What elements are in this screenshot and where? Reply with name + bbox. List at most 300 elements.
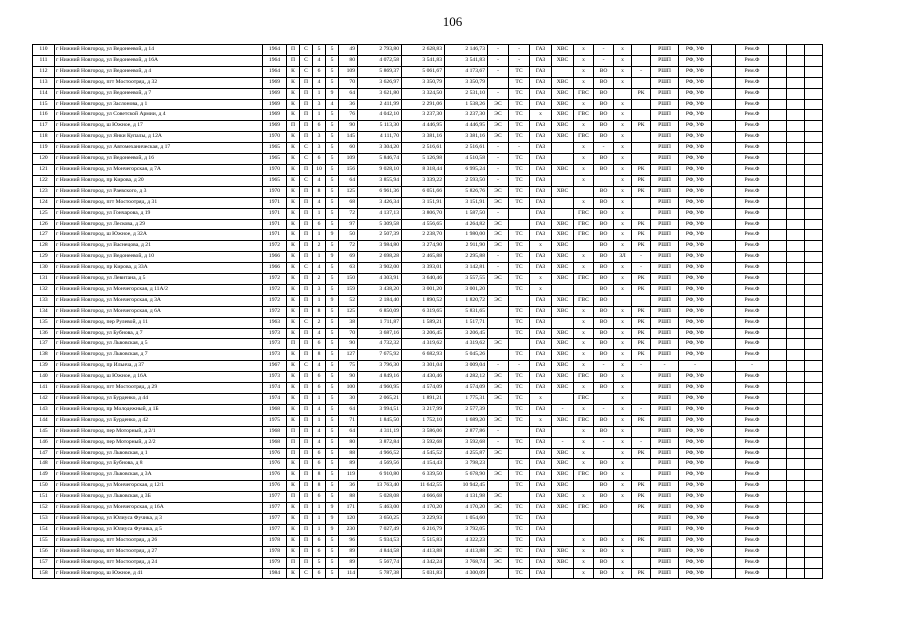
table-row xyxy=(33,535,823,546)
cell-year-built: 1974 xyxy=(263,394,287,405)
cell-roof: РШП xyxy=(651,524,679,535)
cell-facade: РФ, УФ xyxy=(679,470,712,481)
cell-empty xyxy=(769,535,787,546)
cell-address: г Нижний Новгород, ул Бубнова, д 7 xyxy=(55,328,263,339)
cell-wall-type: С xyxy=(300,568,313,579)
cell-garbage-chute xyxy=(614,88,632,99)
cell-wall-material: К xyxy=(287,306,300,317)
cell-apartments: 36 xyxy=(339,99,358,110)
cell-empty xyxy=(787,383,805,394)
cell-extra xyxy=(712,524,736,535)
cell-electric: ЭС xyxy=(488,219,509,230)
cell-living-area: 6 319,65 xyxy=(402,306,445,317)
cell-heating xyxy=(509,219,530,230)
cell-repair-fund: Рем.Ф xyxy=(736,492,769,503)
cell-address: г Нижний Новгород, пгт Мостоотряд, д 26 xyxy=(55,535,263,546)
cell-repair-fund: Рем.Ф xyxy=(736,219,769,230)
cell-entrances: 6 xyxy=(313,568,326,579)
cell-roof: РШП xyxy=(651,448,679,459)
cell-year-built: 1970 xyxy=(263,186,287,197)
cell-extra xyxy=(712,186,736,197)
cell-electric: ЭС xyxy=(488,503,509,514)
cell-facade: - xyxy=(679,361,712,372)
cell-facade: РФ, УФ xyxy=(679,339,712,350)
cell-electric: ЭС xyxy=(488,99,509,110)
cell-wall-material: К xyxy=(287,208,300,219)
cell-total-area: 4 960,95 xyxy=(358,383,402,394)
cell-row-number: 114 xyxy=(33,88,55,99)
cell-repair-fund: Рем.Ф xyxy=(736,121,769,132)
cell-private-area: 4 264,82 xyxy=(445,219,488,230)
cell-repair-fund: Рем.Ф xyxy=(736,263,769,274)
cell-empty xyxy=(805,208,823,219)
cell-year-built: 1968 xyxy=(263,426,287,437)
cell-empty xyxy=(787,230,805,241)
cell-entrances: 2 xyxy=(313,241,326,252)
cell-apartments: 90 xyxy=(339,121,358,132)
cell-year-built: 1977 xyxy=(263,492,287,503)
cell-gas: ГАЗ xyxy=(530,524,552,535)
cell-sewerage: ВО xyxy=(594,546,614,557)
cell-private-area: 2 877,86 xyxy=(445,426,488,437)
cell-roof: РШП xyxy=(651,197,679,208)
cell-empty xyxy=(769,448,787,459)
cell-apartments: 89 xyxy=(339,546,358,557)
cell-cold-water: ХВС xyxy=(552,252,574,263)
cell-heating: ТС xyxy=(509,459,530,470)
cell-gas: ГАЗ xyxy=(530,88,552,99)
table-row xyxy=(33,372,823,383)
cell-empty xyxy=(805,535,823,546)
cell-row-number: 129 xyxy=(33,252,55,263)
cell-heating: - xyxy=(509,361,530,372)
cell-empty xyxy=(769,99,787,110)
cell-total-area: 3 426,34 xyxy=(358,197,402,208)
cell-private-area: 1 820,72 xyxy=(445,295,488,306)
cell-lift xyxy=(632,55,651,66)
cell-gas: ГАЗ xyxy=(530,252,552,263)
cell-total-area: 4 732,32 xyxy=(358,339,402,350)
cell-sewerage: ВО xyxy=(594,295,614,306)
cell-entrances: 4 xyxy=(313,328,326,339)
cell-sewerage: ВО xyxy=(594,503,614,514)
cell-wall-type: П xyxy=(300,110,313,121)
table-row xyxy=(33,175,823,186)
table-row xyxy=(33,361,823,372)
cell-apartments: 72 xyxy=(339,241,358,252)
cell-floors: 5 xyxy=(326,361,339,372)
cell-gas: ГАЗ xyxy=(530,503,552,514)
cell-electric xyxy=(488,77,509,88)
cell-repair-fund: Рем.Ф xyxy=(736,437,769,448)
cell-lift: РК xyxy=(632,306,651,317)
cell-private-area: 5 678,90 xyxy=(445,470,488,481)
cell-empty xyxy=(787,492,805,503)
cell-row-number: 143 xyxy=(33,404,55,415)
cell-electric: - xyxy=(488,55,509,66)
cell-empty xyxy=(769,219,787,230)
cell-entrances: 8 xyxy=(313,470,326,481)
table-row xyxy=(33,448,823,459)
cell-apartments: 38 xyxy=(339,317,358,328)
cell-extra xyxy=(712,415,736,426)
cell-total-area: 4 849,16 xyxy=(358,372,402,383)
cell-cold-water: ХВС xyxy=(552,306,574,317)
cell-entrances: 3 xyxy=(313,99,326,110)
cell-garbage-chute: х xyxy=(614,328,632,339)
cell-sewerage: - xyxy=(594,361,614,372)
cell-extra xyxy=(712,295,736,306)
cell-roof: РШП xyxy=(651,274,679,285)
cell-wall-material: К xyxy=(287,459,300,470)
table-row xyxy=(33,524,823,535)
cell-gas: ГАЗ xyxy=(530,426,552,437)
cell-empty xyxy=(769,230,787,241)
cell-garbage-chute: х xyxy=(614,492,632,503)
cell-heating: ТС xyxy=(509,383,530,394)
cell-cold-water: ХВС xyxy=(552,481,574,492)
cell-electric: ЭС xyxy=(488,110,509,121)
cell-garbage-chute: х xyxy=(614,208,632,219)
cell-apartments: 159 xyxy=(339,284,358,295)
cell-address: г Нижний Новгород, ул Мончегорская, д 7А xyxy=(55,164,263,175)
cell-repair-fund: Рем.Ф xyxy=(736,306,769,317)
cell-address: г Нижний Новгород, ул Мончегорская, д 3А xyxy=(55,295,263,306)
cell-repair-fund: Рем.Ф xyxy=(736,110,769,121)
cell-gas: ГАЗ xyxy=(530,154,552,165)
table-row xyxy=(33,481,823,492)
cell-hot-water: ГВС xyxy=(574,503,594,514)
cell-total-area: 4 072,58 xyxy=(358,55,402,66)
cell-hot-water xyxy=(574,481,594,492)
cell-empty xyxy=(805,132,823,143)
cell-address: г Нижний Новгород, ул Львовская, д 7 xyxy=(55,350,263,361)
cell-wall-material: К xyxy=(287,328,300,339)
cell-gas: ГАЗ xyxy=(530,263,552,274)
cell-empty xyxy=(805,110,823,121)
cell-entrances: 6 xyxy=(313,121,326,132)
cell-facade: РФ, УФ xyxy=(679,394,712,405)
cell-roof: РШП xyxy=(651,306,679,317)
cell-living-area: 11 642,55 xyxy=(402,481,445,492)
cell-total-area: 6 850,09 xyxy=(358,306,402,317)
cell-cold-water: ХВС xyxy=(552,470,574,481)
cell-roof: РШП xyxy=(651,99,679,110)
cell-wall-material: К xyxy=(287,175,300,186)
cell-roof: РШП xyxy=(651,535,679,546)
cell-row-number: 116 xyxy=(33,110,55,121)
cell-hot-water: х xyxy=(574,197,594,208)
cell-electric: ЭС xyxy=(488,241,509,252)
cell-repair-fund: Рем.Ф xyxy=(736,372,769,383)
cell-roof: РШП xyxy=(651,513,679,524)
cell-empty xyxy=(769,557,787,568)
cell-roof: РШП xyxy=(651,481,679,492)
cell-cold-water: ХВС xyxy=(552,274,574,285)
cell-apartments: 90 xyxy=(339,339,358,350)
cell-wall-material: К xyxy=(287,404,300,415)
cell-wall-type: П xyxy=(300,132,313,143)
cell-empty xyxy=(769,252,787,263)
cell-wall-material: К xyxy=(287,77,300,88)
page-number: 106 xyxy=(442,14,463,29)
cell-electric: ЭС xyxy=(488,132,509,143)
cell-wall-material: К xyxy=(287,503,300,514)
cell-empty xyxy=(787,361,805,372)
cell-repair-fund: Рем.Ф xyxy=(736,186,769,197)
cell-empty xyxy=(769,415,787,426)
cell-apartments: 64 xyxy=(339,88,358,99)
table-row xyxy=(33,470,823,481)
cell-sewerage: ВО xyxy=(594,121,614,132)
cell-empty xyxy=(787,66,805,77)
cell-row-number: 147 xyxy=(33,448,55,459)
cell-cold-water xyxy=(552,394,574,405)
cell-lift xyxy=(632,513,651,524)
cell-apartments: 88 xyxy=(339,448,358,459)
cell-garbage-chute: х xyxy=(614,568,632,579)
cell-lift xyxy=(632,132,651,143)
table-body xyxy=(33,45,823,579)
cell-gas: ГАЗ xyxy=(530,132,552,143)
cell-address: г Нижний Новгород, пр Молодежный, д 1Б xyxy=(55,404,263,415)
cell-garbage-chute: х xyxy=(614,143,632,154)
cell-repair-fund: Рем.Ф xyxy=(736,241,769,252)
cell-repair-fund: Рем.Ф xyxy=(736,394,769,405)
cell-private-area: 1 689,20 xyxy=(445,415,488,426)
cell-electric: - xyxy=(488,263,509,274)
cell-private-area: 6 995,24 xyxy=(445,164,488,175)
cell-apartments: 70 xyxy=(339,77,358,88)
cell-electric: - xyxy=(488,175,509,186)
cell-garbage-chute: х xyxy=(614,383,632,394)
cell-garbage-chute: х xyxy=(614,110,632,121)
cell-roof: РШП xyxy=(651,66,679,77)
cell-address: г Нижний Новгород, ул Мончегорская, д 6А xyxy=(55,306,263,317)
cell-total-area: 3 621,80 xyxy=(358,88,402,99)
cell-sewerage: - xyxy=(594,55,614,66)
cell-facade: РФ, УФ xyxy=(679,350,712,361)
cell-address: г Нижний Новгород, пгт Мостоотряд, д 31 xyxy=(55,197,263,208)
cell-repair-fund: Рем.Ф xyxy=(736,426,769,437)
cell-lift xyxy=(632,99,651,110)
cell-wall-type: П xyxy=(300,99,313,110)
cell-cold-water: ХВС xyxy=(552,99,574,110)
cell-wall-type: П xyxy=(300,546,313,557)
cell-wall-type: П xyxy=(300,328,313,339)
cell-floors: 5 xyxy=(326,459,339,470)
cell-hot-water: х xyxy=(574,55,594,66)
cell-floors: 4 xyxy=(326,99,339,110)
cell-garbage-chute: х xyxy=(614,274,632,285)
cell-wall-type: П xyxy=(300,208,313,219)
cell-heating: ТС xyxy=(509,328,530,339)
cell-extra xyxy=(712,535,736,546)
cell-garbage-chute: х xyxy=(614,546,632,557)
cell-year-built: 1969 xyxy=(263,110,287,121)
cell-wall-material: П xyxy=(287,437,300,448)
cell-garbage-chute: х xyxy=(614,470,632,481)
cell-hot-water: х xyxy=(574,535,594,546)
cell-garbage-chute: х xyxy=(614,55,632,66)
cell-address: г Нижний Новгород, пр Кирова, д 33А xyxy=(55,263,263,274)
cell-gas: х xyxy=(530,415,552,426)
cell-roof: РШП xyxy=(651,219,679,230)
cell-lift: РК xyxy=(632,492,651,503)
cell-extra xyxy=(712,219,736,230)
cell-sewerage: ВО xyxy=(594,274,614,285)
cell-empty xyxy=(787,481,805,492)
cell-extra xyxy=(712,546,736,557)
cell-row-number: 122 xyxy=(33,175,55,186)
cell-entrances: 8 xyxy=(313,306,326,317)
cell-entrances: 10 xyxy=(313,164,326,175)
cell-facade: РФ, УФ xyxy=(679,383,712,394)
cell-roof: РШП xyxy=(651,503,679,514)
cell-repair-fund: Рем.Ф xyxy=(736,448,769,459)
cell-repair-fund: Рем.Ф xyxy=(736,513,769,524)
cell-entrances: 8 xyxy=(313,350,326,361)
cell-electric: ЭС xyxy=(488,197,509,208)
cell-empty xyxy=(787,55,805,66)
cell-sewerage: ВО xyxy=(594,426,614,437)
cell-hot-water: х xyxy=(574,437,594,448)
cell-empty xyxy=(769,372,787,383)
cell-heating xyxy=(509,448,530,459)
cell-gas: ГАЗ xyxy=(530,197,552,208)
cell-apartments: 71 xyxy=(339,415,358,426)
cell-roof: РШП xyxy=(651,557,679,568)
cell-facade: РФ, УФ xyxy=(679,295,712,306)
cell-wall-type: П xyxy=(300,492,313,503)
cell-facade: РФ, УФ xyxy=(679,328,712,339)
cell-private-area: 4 282,12 xyxy=(445,372,488,383)
cell-apartments: 156 xyxy=(339,164,358,175)
cell-empty xyxy=(769,394,787,405)
cell-gas: ГАЗ xyxy=(530,492,552,503)
cell-address: г Нижний Новгород, ул Ведонеевой, д 10 xyxy=(55,252,263,263)
cell-heating: ТС xyxy=(509,535,530,546)
cell-lift xyxy=(632,470,651,481)
cell-extra xyxy=(712,208,736,219)
cell-roof: РШП xyxy=(651,546,679,557)
cell-year-built: 1970 xyxy=(263,164,287,175)
cell-empty xyxy=(805,55,823,66)
cell-empty xyxy=(787,306,805,317)
cell-living-area: 4 446,95 xyxy=(402,121,445,132)
cell-total-area: 3 650,25 xyxy=(358,513,402,524)
cell-electric: - xyxy=(488,361,509,372)
cell-cold-water: ХВС xyxy=(552,77,574,88)
cell-entrances: 1 xyxy=(313,110,326,121)
cell-year-built: 1966 xyxy=(263,252,287,263)
cell-roof: РШП xyxy=(651,404,679,415)
cell-total-area: 4 311,19 xyxy=(358,426,402,437)
cell-total-area: 3 984,80 xyxy=(358,241,402,252)
cell-electric: ЭС xyxy=(488,492,509,503)
cell-electric xyxy=(488,284,509,295)
cell-sewerage: ВО xyxy=(594,66,614,77)
cell-wall-material: П xyxy=(287,557,300,568)
cell-cold-water: ХВС xyxy=(552,164,574,175)
cell-empty xyxy=(787,252,805,263)
cell-extra xyxy=(712,230,736,241)
cell-extra xyxy=(712,45,736,56)
cell-total-area: 4 111,70 xyxy=(358,132,402,143)
cell-apartments: 150 xyxy=(339,274,358,285)
cell-lift: РК xyxy=(632,481,651,492)
cell-heating: ТС xyxy=(509,164,530,175)
cell-cold-water: ХВС xyxy=(552,492,574,503)
table-row xyxy=(33,219,823,230)
cell-empty xyxy=(805,121,823,132)
cell-facade: РФ, УФ xyxy=(679,175,712,186)
cell-electric xyxy=(488,317,509,328)
cell-total-area: 5 028,08 xyxy=(358,492,402,503)
cell-lift: РК xyxy=(632,503,651,514)
cell-lift: РК xyxy=(632,241,651,252)
cell-extra xyxy=(712,394,736,405)
cell-row-number: 142 xyxy=(33,394,55,405)
cell-empty xyxy=(769,317,787,328)
cell-heating: ТС xyxy=(509,197,530,208)
cell-private-area: 1 517,71 xyxy=(445,317,488,328)
table-row xyxy=(33,568,823,579)
cell-cold-water xyxy=(552,154,574,165)
cell-extra xyxy=(712,263,736,274)
cell-gas: ГАЗ xyxy=(530,513,552,524)
cell-private-area: 1 775,31 xyxy=(445,394,488,405)
cell-private-area: 3 142,81 xyxy=(445,263,488,274)
cell-year-built: 1978 xyxy=(263,546,287,557)
cell-extra xyxy=(712,481,736,492)
cell-living-area: 3 237,30 xyxy=(402,110,445,121)
cell-total-area: 3 304,20 xyxy=(358,143,402,154)
cell-electric: ЭС xyxy=(488,339,509,350)
cell-total-area: 4 042,10 xyxy=(358,110,402,121)
cell-heating: ТС xyxy=(509,568,530,579)
cell-empty xyxy=(769,513,787,524)
cell-year-built: 1965 xyxy=(263,143,287,154)
cell-electric: - xyxy=(488,437,509,448)
cell-wall-material: К xyxy=(287,513,300,524)
cell-living-area: 3 350,79 xyxy=(402,77,445,88)
cell-empty xyxy=(769,568,787,579)
cell-empty xyxy=(787,503,805,514)
cell-roof: РШП xyxy=(651,77,679,88)
cell-heating: - xyxy=(509,143,530,154)
cell-cold-water: ХВС xyxy=(552,415,574,426)
cell-empty xyxy=(787,404,805,415)
cell-empty xyxy=(805,197,823,208)
cell-cold-water: ХВС xyxy=(552,186,574,197)
cell-heating: ТС xyxy=(509,88,530,99)
cell-entrances: 6 xyxy=(313,383,326,394)
cell-private-area: 3 792,05 xyxy=(445,524,488,535)
cell-living-area: 3 381,16 xyxy=(402,132,445,143)
cell-year-built: 1976 xyxy=(263,448,287,459)
cell-gas: ГАЗ xyxy=(530,481,552,492)
cell-cold-water xyxy=(552,284,574,295)
cell-wall-material: К xyxy=(287,481,300,492)
cell-year-built: 1971 xyxy=(263,219,287,230)
cell-facade: РФ, УФ xyxy=(679,241,712,252)
cell-floors: 5 xyxy=(326,437,339,448)
cell-garbage-chute: х xyxy=(614,241,632,252)
cell-row-number: 141 xyxy=(33,383,55,394)
cell-empty xyxy=(769,197,787,208)
cell-wall-type: П xyxy=(300,524,313,535)
